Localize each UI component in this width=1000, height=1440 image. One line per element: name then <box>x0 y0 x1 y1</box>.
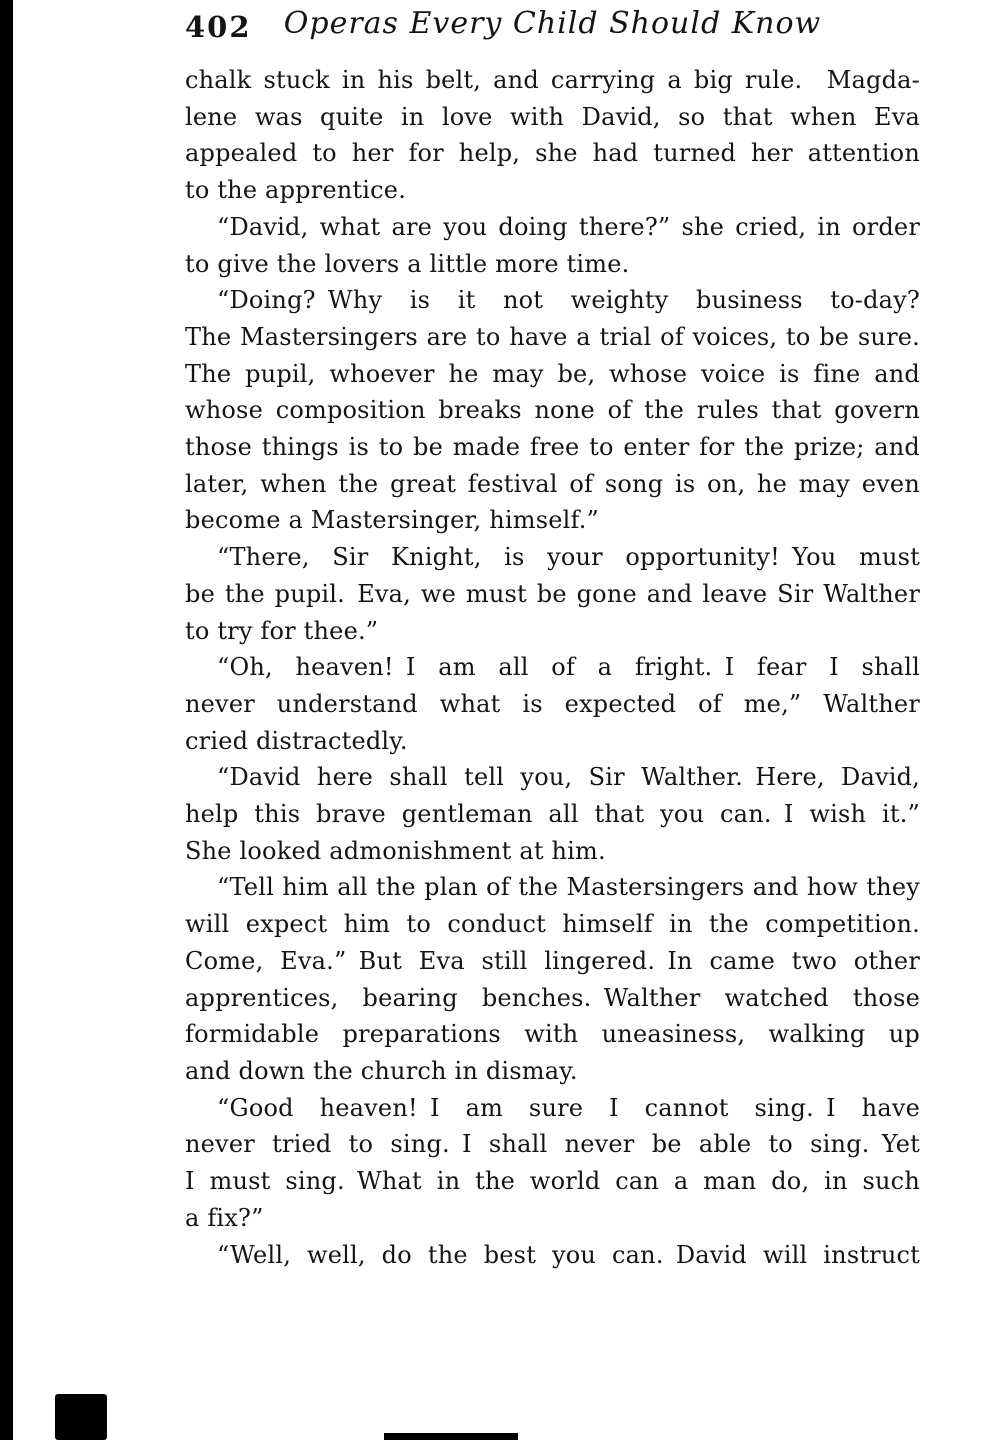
text-line: “David here shall tell you, Sir Walther. Here, David, <box>217 763 920 792</box>
text-line: She looked admonishment at him. <box>185 836 606 865</box>
text-line: never understand what is expected of me,” Walther <box>185 689 920 718</box>
text-line: “Tell him all the plan of the Mastersingers and how they <box>217 873 920 902</box>
text-line: The pupil, whoever he may be, whose voice is fine and <box>185 359 920 388</box>
text-line: to the apprentice. <box>185 176 407 205</box>
text-line: will expect him to conduct himself in the competition. <box>185 910 920 939</box>
text-line: “Good heaven! I am sure I cannot sing. I have <box>217 1093 920 1122</box>
text-line: never tried to sing. I shall never be able to sing. Yet <box>185 1130 920 1159</box>
text-line: chalk stuck in his belt, and carrying a big rule. Magda- <box>185 66 920 94</box>
text-line: later, when the great festival of song is on, he may even <box>185 469 920 498</box>
text-line: help this brave gentleman all that you can. I wish it.” <box>185 800 920 829</box>
text-line: appealed to her for help, she had turned her attention <box>185 139 920 168</box>
text-line: “Doing? Why is it not weighty business to-day? <box>217 286 920 315</box>
text-line: “There, Sir Knight, is your opportunity! You must <box>217 543 920 572</box>
page-number: 402 <box>185 10 252 44</box>
body-text <box>185 62 920 1273</box>
text-line: “David, what are you doing there?” she cried, in order <box>217 212 920 241</box>
text-line: whose composition breaks none of the rules that govern <box>185 396 920 425</box>
running-title: Operas Every Child Should Know <box>283 6 822 41</box>
text-line: formidable preparations with uneasiness, walking up <box>185 1020 920 1049</box>
text-line: and down the church in dismay. <box>185 1056 578 1085</box>
text-line: become a Mastersinger, himself.” <box>185 506 600 535</box>
text-line: Come, Eva.” But Eva still lingered. In came two other <box>185 946 920 975</box>
text-line: apprentices, bearing benches. Walther watched those <box>185 983 920 1012</box>
text-line: cried distractedly. <box>185 726 408 755</box>
text-line: lene was quite in love with David, so that when Eva <box>185 102 920 131</box>
text-line: to try for thee.” <box>185 616 379 645</box>
page-header <box>185 6 920 50</box>
scan-artifact-left-strip <box>0 0 13 1440</box>
scan-artifact-bottom-left-blob <box>55 1394 107 1440</box>
text-line: to give the lovers a little more time. <box>185 249 630 278</box>
text-line: The Mastersingers are to have a trial of voices, to be sure. <box>185 322 920 351</box>
text-line: be the pupil. Eva, we must be gone and leave Sir Walther <box>185 579 920 608</box>
scan-artifact-bottom-tick <box>384 1433 518 1440</box>
text-line: a fix?” <box>185 1203 264 1232</box>
text-line: I must sing. What in the world can a man do, in such <box>185 1167 920 1196</box>
text-line: those things is to be made free to enter for the prize; and <box>185 433 920 462</box>
text-line: “Oh, heaven! I am all of a fright. I fear I shall <box>217 653 920 682</box>
text-line: “Well, well, do the best you can. David will instruct <box>217 1240 920 1269</box>
